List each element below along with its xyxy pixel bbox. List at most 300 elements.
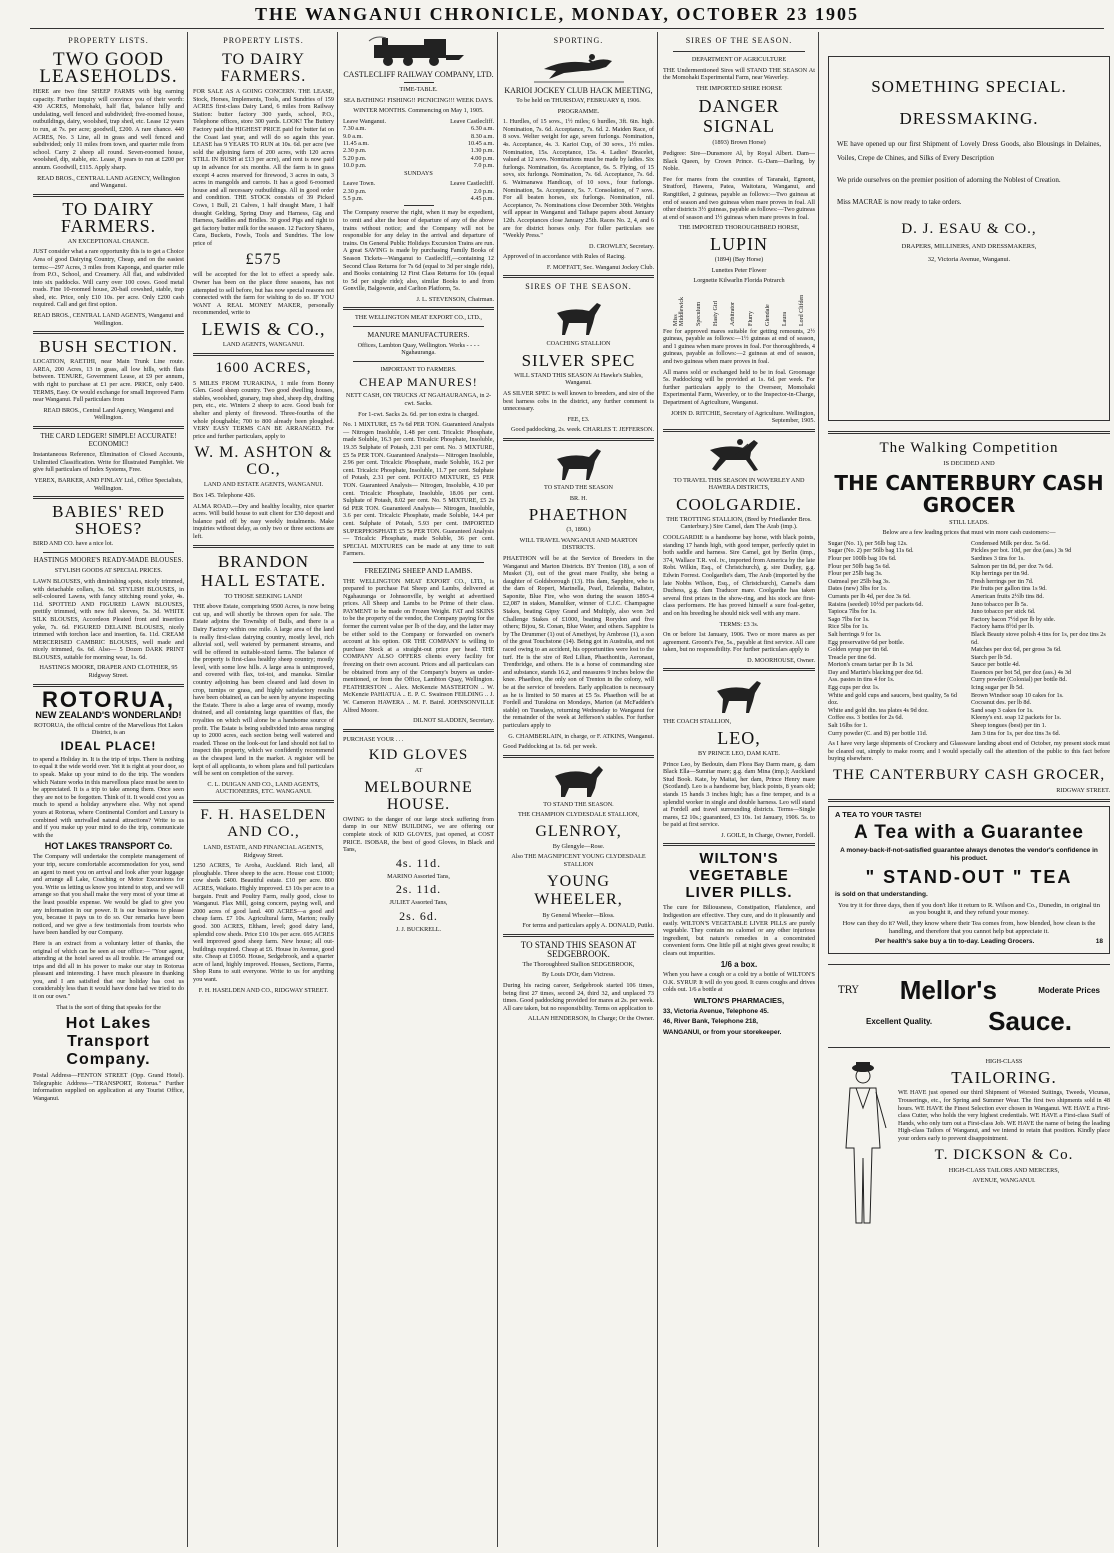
ad-number: 18 bbox=[1095, 938, 1103, 946]
ad-subtitle: WILL STAND THIS SEASON At Hawke's Stables, Wanganui. bbox=[514, 371, 643, 387]
ad-price: 1/6 a box. bbox=[720, 959, 758, 969]
divider bbox=[503, 438, 654, 441]
ad-signature: F. H. HASELDEN AND CO., RIDGWAY STREET. bbox=[198, 986, 329, 994]
ad-title: A Tea with a Guarantee bbox=[854, 822, 1084, 844]
price-item: Brown Windsor soap 10 cakes for 1s. bbox=[971, 691, 1064, 699]
ad-subtitle: PROGRAMME. bbox=[557, 107, 600, 115]
horse-name: LEO, bbox=[717, 728, 761, 748]
tea-ad bbox=[828, 806, 1110, 954]
ad-signature: G. CHAMBERLAIN, in charge, or F. ATKINS, Wanganui. bbox=[508, 732, 654, 740]
ad-signature: For terms and particulars apply A. DONALD, Putiki. bbox=[522, 922, 654, 930]
ad-price: £575 bbox=[245, 251, 282, 269]
ad-signature: Good paddocking, 2s. week. CHARLES T. JEFFERSON. bbox=[511, 426, 654, 434]
tailoring-ad bbox=[828, 1058, 1110, 1232]
ad-subtitle: THE IMPORTED THOROUGHBRED HORSE, bbox=[678, 224, 800, 232]
horse-name: DANGER SIGNAL bbox=[698, 96, 780, 137]
ad-title: ROTORUA, bbox=[42, 686, 175, 712]
price-list bbox=[828, 540, 1110, 737]
column-3 bbox=[340, 32, 497, 1547]
price-item: Ass. pastes in tins 4 for 1s. bbox=[828, 676, 895, 684]
price-item: Coffee ess. 3 bottles for 2s 6d. bbox=[828, 714, 904, 722]
firm-name: T. DICKSON & Co. bbox=[934, 1146, 1074, 1163]
price-item: Juno tobacco per lb 5s. bbox=[971, 600, 1028, 608]
ad-title: BABIES' RED SHOES? bbox=[52, 502, 165, 539]
price-item: Egg cups per doz 1s. bbox=[828, 684, 880, 692]
price-item: Flour per 100lb bag 10s 6d. bbox=[828, 554, 897, 562]
ad-fee: FEE, £3. bbox=[567, 415, 590, 423]
firm-name: D. J. ESAU & CO., bbox=[901, 221, 1037, 237]
ad-subtitle: THE IMPORTED SHIRE HORSE bbox=[695, 84, 783, 92]
price-item: Matches per doz 6d, per gross 3s 6d. bbox=[971, 646, 1062, 654]
price-item: White and gold cups and saucers, best quality, 5s 6d doz. bbox=[828, 691, 957, 707]
timetable-row bbox=[343, 155, 494, 162]
price-item: Fresh herrings per tin 7d. bbox=[971, 577, 1034, 585]
ad-body: LOCATION, RAETIHI, near Main Trunk Line route. AREA, 200 Acres, 13 in grass, all low hills, with flats between. TENURE, Government Lease, at £9 per annum, with right to purchase at £1 per acre. PRICE, only £400. TERMS, Easy. Or would exchange for small Improved Farm near Wanganui. Full particulars from bbox=[33, 358, 184, 404]
store-name: MELBOURNE HOUSE. bbox=[364, 778, 473, 813]
divider bbox=[663, 429, 815, 432]
ad-body: WE HAVE just opened our third Shipment of Worsted Suitings, Tweeds, Vicunas, Trouserings, etc., for Spring and Summer Wear. The first two shipments sold in 48 hours. WE HAVE the Finest Selection ever chosen in Wanganui. WE HAVE a First-class Cutter, who holds the very highest credentials. WE HAVE a First-class Staff of Hands, who only turn out a First-class Job. WE HAVE the name of being the leading High-class Tailors of Wanganui, and we intend to retain that position. Kindly place your orders early to prevent disappointment. bbox=[898, 1089, 1110, 1142]
ad-title: TWO GOOD LEASEHOLDS. bbox=[39, 49, 178, 87]
ad-body: HERE are two fine SHEEP FARMS with big earning capacity. Further inquiry will convince you of their worth: 430 ACRES, Momohaki, half flat, balance hilly and undulating, well fenced and subdivided; five-roomed house, outbuildings, dairy, woolshed, trap shed, etc. Lease 12 years to run, at 7s. per acre; goodwill, £200. A rare chance. 440 ACRES, No. 3 Line, all in grass and well fenced and subdivided; only 11 miles from town, and quarter mile from school. Carry 2 sheep all round. Seven-roomed house, woolshed, dip, stable, etc. Lease, 8 years to run at £200 per annum. Goodwill, £115. Apply sharp. bbox=[33, 88, 184, 171]
ad-line: Approved of in accordance with Rules of Racing. bbox=[503, 253, 626, 261]
price-item: Rice 5lbs for 1s. bbox=[828, 623, 869, 631]
price-item: Treacle per tine 6d. bbox=[828, 653, 876, 661]
price-item: Oatmeal per 25lb bag 3s. bbox=[828, 577, 891, 585]
ad-body: The cure for Biliousness, Constipation, Flatulence, and Indigestion are effective. They cure, and do it pleasantly and easily. WILTON'S VEGETABLE LIVER PILLS are purely vegetable. They contain no calomel or any other injurious ingredient, but nature's remedies in a concentrated convenient form. One little pill at night gives great results; it clears out impurities. bbox=[663, 904, 815, 957]
ad-line: BR. H. bbox=[569, 494, 588, 502]
ad-subtitle: SEA BATHING! FISHING!! PICNICING!!! WEEK DAYS. bbox=[343, 96, 494, 104]
ad-line: (1893) Brown Horse) bbox=[712, 139, 766, 147]
price-item: Kleeny's ext. soap 12 packets for 1s. bbox=[971, 714, 1062, 722]
price-item: Pickles per bot. 10d, per doz (ass.) 3s 9d bbox=[971, 547, 1072, 555]
timetable-row bbox=[343, 147, 494, 154]
divider bbox=[404, 82, 434, 83]
pedigree-entry: Flurry bbox=[747, 310, 754, 326]
timetable-row bbox=[343, 140, 494, 147]
pharmacy-name: WILTON'S PHARMACIES, bbox=[693, 995, 785, 1005]
ad-body: OWING to the danger of our large stock suffering from damp in our NEW BUILDING, we are offering our complete stock of KID GLOVES, just opened, at COST PRICE. ISOBAR, the best of good Gloves, in Black and Tans, bbox=[343, 815, 494, 854]
divider bbox=[828, 964, 1110, 965]
locomotive-illustration bbox=[364, 35, 474, 67]
divider bbox=[663, 668, 815, 671]
ad-signature: JOHN D. RITCHIE, Secretary of Agriculture. Wellington, September, 1905. bbox=[670, 409, 815, 425]
ad-title: THE WELLINGTON MEAT EXPORT CO., LTD., bbox=[355, 314, 482, 322]
price-item: Sardines 3 tins for 1s. bbox=[971, 554, 1025, 562]
firm-name: W. M. ASHTON & CO., bbox=[194, 444, 333, 479]
firm-name: LEWIS & CO., bbox=[201, 319, 326, 340]
pedigree-line: Lunettes Peter Flower bbox=[711, 266, 767, 274]
ad-body: Prince Leo, by Bedouin, dam Flora Bay Darm mare, g. dam Black Ella—Sumitar mare; g.g. dam Mina (imp.); Auckland Stud Book. Kate, by Maitai, her dam, Prince Henry mare (Scotland). Leo is a handsome bay, black points, 8 years old; stands 15 hands 3 inches high; has a fine temper, and is a splendid worker in single and double harness. Leo will stand at Fordell and travel surrounding districts. Terms—Single mares, £2 10s.; guaranteed, £3 10s. 1st January, 1906. 5s. to be paid at first service. bbox=[663, 760, 815, 829]
ad-line: By General Wheeler—Bloss. bbox=[542, 911, 615, 919]
ad-body: As I have very large shipments of Crockery and Glassware landing about end of October, my present stock must be cleared out, simply to make room; and I would specially call the attention of the public to this fact before buying elsewhere. bbox=[828, 740, 1110, 763]
ad-subtitle: LAND, ESTATE, AND FINANCIAL AGENTS, Ridgway Street. bbox=[203, 843, 324, 859]
ad-headline: IMPORTANT TO FARMERS. bbox=[380, 365, 457, 373]
pharmacy-address: 33, Victoria Avenue, Telephone 45. bbox=[663, 1007, 769, 1015]
ad-signature: C. L. DUIGAN AND CO., LAND AGENTS, AUCTIONEERS, ETC. WANGANUI. bbox=[207, 780, 320, 796]
ad-line: STILL LEADS. bbox=[949, 518, 989, 526]
ad-subtitle: WILL TRAVEL WANGANUI AND MARTON DISTRICTS. bbox=[519, 536, 638, 552]
divider bbox=[404, 205, 434, 206]
ad-signature: J. J. BUCKRELL. bbox=[395, 926, 442, 934]
horse-name: SILVER SPEC bbox=[521, 350, 636, 370]
ad-line: TRY bbox=[838, 984, 859, 996]
horse-name: YOUNG WHEELER, bbox=[534, 872, 623, 908]
ad-body: to spend a Holiday in. It is the trip of trips. There is nothing to equal it the wide world over. Yet it is right at your door, so to speak. Make up your mind to do the trip. The wonders which Nature works in this marvellous place must be seen to be appreciated. It is a trip to take among them. Once seen they are not to be forgotten. Think of it. It would cost you as much to spend a holiday anywhere else. Why not spend yours at Rotorua, where Continental Comfort and Luxury is combined with unrivalled natural attractions? Write to us and if you make up your mind to do the trip, communicate with the bbox=[33, 755, 184, 839]
ad-line: Good Paddocking at 1s. 6d. per week. bbox=[503, 743, 597, 751]
divider bbox=[343, 307, 494, 310]
ad-line: HIGH-CLASS bbox=[985, 1057, 1023, 1065]
divider bbox=[33, 194, 184, 197]
price-item: Curry powder (C. and B) per bottle 11d. bbox=[828, 729, 928, 737]
price-item: Dates (new) 3lbs for 1s. bbox=[828, 585, 888, 593]
timetable-cell: 10.0 p.m. bbox=[343, 162, 367, 170]
column-1 bbox=[30, 32, 187, 1547]
ad-caption: COACHING STALLION bbox=[546, 340, 611, 348]
timetable-cell: 6.30 a.m. bbox=[470, 125, 494, 133]
pedigree-entry: Glendale bbox=[764, 304, 771, 326]
ad-title: TO STAND THIS SEASON AT SEDGEBROOK. bbox=[520, 939, 637, 959]
ad-body: THE above Estate, comprising 9500 Acres, is now being cut up, and will shortly be thrown open for sale. The Estate adjoins the Township of Bulls, and there is a Dairy Factory within one mile. A large area of the land is really first-class dairying country, mostly level, rich alluvial soil, well watered by permanent streams, and will be offered in suitable-sized farms. The balance of the property is first-class healthy sheep country; mostly level, with some low hills. A large area is unimproved, and covered with flax, toi-toi, and manuka. Similar country adjoining has been cleared and laid down in crop, turnips or grass, and highly satisfactory results have been obtained, as can be seen by anyone inspecting the Estate. There is also a large area of swamp, mostly drained, and all containing large quantities of flax, the royalties on which will alone be a handsome source of profit. The Estate is being subdivided into areas ranging up to 2000 acres, each section being well watered and roaded. Those on the look-out for land should not fail to inspect this property, which we confidently recommend as the cheapest land in the market. A register will be kept of all applicants, to whom plans and full particulars will be sent on completion of the survey. bbox=[193, 603, 334, 778]
divider bbox=[353, 361, 484, 362]
price-item: Day and Martin's blacking per doz 6d. bbox=[828, 668, 923, 676]
ad-title: CASTLECLIFF RAILWAY COMPANY, LTD. bbox=[343, 70, 494, 79]
timetable-cell: 7.30 a.m. bbox=[343, 125, 367, 133]
price-item: Flour per 50lb bag 5s 6d. bbox=[828, 562, 891, 570]
ad-title: TAILORING. bbox=[951, 1068, 1057, 1088]
horse-name: LUPIN bbox=[710, 233, 768, 254]
horse-name: GLENROY, bbox=[535, 822, 622, 840]
ad-headline: THE CARD LEDGER! SIMPLE! ACCURATE! ECONOMIC! bbox=[40, 432, 177, 448]
ad-line: is sold on that understanding. bbox=[835, 891, 928, 899]
price-item: Sago 7lbs for 1s. bbox=[828, 615, 870, 623]
ad-signature: READ BROS., CENTRAL LAND AGENTS, Wanganui and Wellington. bbox=[33, 312, 184, 327]
ad-line: Excellent Quality. bbox=[866, 1016, 933, 1026]
timetable-row bbox=[343, 125, 494, 132]
divider bbox=[503, 755, 654, 758]
masthead: THE WANGANUI CHRONICLE, MONDAY, OCTOBER 23 1905 bbox=[254, 4, 860, 24]
ad-body: Fee for approved mares suitable for getting remounts, 2½ guineas, payable as follows:—1½ guineas at end of season, and 1 guinea when mare proves in foal. For thoroughbreds, 4 guineas, payable as follows:—2 guineas at end of season, and two guineas when mare proves in foal. bbox=[663, 327, 815, 366]
price-item: Juno tobacco per stick 6d. bbox=[971, 608, 1036, 616]
column-2 bbox=[190, 32, 337, 1547]
ad-footer: Per health's sake buy a tin to-day. Leading Grocers. bbox=[875, 938, 1035, 946]
price-item: Curry powder (Colonial) per bottle 8d. bbox=[971, 676, 1067, 684]
company-name-large: Hot Lakes Transport Company. bbox=[65, 1015, 152, 1069]
ad-subtitle: STYLISH GOODS AT SPECIAL PRICES. bbox=[54, 567, 163, 575]
ad-headline: MANURE MANUFACTURERS. bbox=[367, 330, 470, 340]
divider bbox=[33, 496, 184, 499]
firm-address: 32, Victoria Avenue, Wanganui. bbox=[927, 256, 1011, 263]
ad-subtitle: TIME-TABLE. bbox=[399, 86, 438, 93]
timetable-cell: 2.30 p.m. bbox=[343, 147, 367, 155]
price-item: Morton's cream tartar per lb 1s 3d. bbox=[828, 661, 914, 669]
column-rule bbox=[657, 32, 658, 1547]
ad-pedigree: Pedigree: Sire—Dunsmore Al, by Royal Albert. Dam—Black Queen, by Crown Prince. G.-Dam—Darling, by Noble. bbox=[663, 149, 815, 173]
firm-address: AVENUE, WANGANUI. bbox=[972, 1177, 1036, 1185]
horse-name: PHAETHON bbox=[528, 505, 629, 525]
ad-title: THE CANTERBURY CASH GROCER bbox=[834, 470, 1104, 517]
stallion-illustration bbox=[549, 445, 609, 481]
ad-body: Miss MACRAE is now ready to take orders. bbox=[837, 198, 962, 206]
price-item: Pie fruits per gallon tins 1s 9d. bbox=[971, 585, 1047, 593]
ad-address: RIDGWAY STREET. bbox=[1056, 787, 1110, 794]
ad-fee: TERMS: £3 3s. bbox=[719, 620, 759, 628]
price-item: Factory bacon 7½d per lb by side. bbox=[971, 615, 1056, 623]
ad-body: WE have opened up our first Shipment of Lovely Dress Goods, also Blousings in Delaines, Voiles, Crepe de Chines, and Silks of Every Description bbox=[837, 140, 1101, 162]
ad-subtitle: SUNDAYS bbox=[404, 169, 433, 177]
column-4 bbox=[500, 32, 657, 1547]
ad-title: TO DAIRY FARMERS. bbox=[220, 51, 307, 85]
ad-body: ALMA ROAD.—Dry and healthy locality, nice quarter acres. Will build house to suit client for £30 deposit and balance paid off by easy weekly instalments. Make inquiries without delay, as only two or three sections are left. bbox=[193, 502, 334, 540]
timetable-row bbox=[343, 162, 494, 169]
ad-line: By Glengyle—Rose. bbox=[552, 842, 605, 850]
price-item: Black Beauty stove polish 4 tins for 1s, per doz tins 2s 6d. bbox=[971, 630, 1106, 646]
divider bbox=[353, 562, 484, 563]
price-item: Flour per 25lb bag 3s. bbox=[828, 570, 883, 578]
column-heading: SPORTING. bbox=[553, 36, 604, 45]
ad-testimonial: Here is an extract from a voluntary letter of thanks, the original of which can be seen at our office:— "Your agent, attending at the hotel saved us all trouble. He arranged our trips and did all in his power to make our stay in Rotorua pleasant and interesting. I have much pleasure in thanking you, and I am satisfied that our holiday has cost us considerably less than it would have done had we tried to do it on our own." bbox=[33, 939, 184, 1001]
price-item: Jam 3 tins for 1s, per doz tins 3s 6d. bbox=[971, 729, 1061, 737]
ad-signature: J. GOILE, In Charge, Owner, Fordell. bbox=[721, 831, 815, 839]
ad-title: KID GLOVES bbox=[368, 747, 469, 764]
column-heading: SIRES OF THE SEASON. bbox=[525, 282, 632, 292]
ad-signature: J. L. STEVENSON, Chairman. bbox=[416, 295, 494, 303]
timetable-row bbox=[343, 188, 494, 195]
ad-body: 1250 ACRES, Te Aroha, Auckland. Rich land, all ploughable. Three sheep to the acre. House cost £1000; cow sheds £400. Beautiful estate. £10 per acre. 800 ACRES, Waikato. Highly improved. £3 10s per acre to a bargain. Fruit and Poultry Farm, really good, close to Wanganui. Flax Mill, going concern, paying well, and 2000 acres of good land. 400 ACRES—a good and cheap farm. £7 10s. Agricultural farm, Marton; really good. 300 ACRES, Eltham, level; good dairy land, splendid cow sheds. Price £10 10s per acre. 695 ACRES well improved good sheep farm. New house; all out-buildings required. Cheap at £6. House in Avenue, good site. Cheap at £1050. House, Sedgebrook, and a quarter acre of land, highly improved. Houses, Sections, Farms, Shop Runs to suit everyone. Write to us for anything you want. bbox=[193, 862, 334, 984]
masthead-rule bbox=[30, 28, 1104, 29]
ad-address: Offices, Lambton Quay, Wellington. Works - - - - Ngahauranga. bbox=[357, 341, 480, 357]
column-rule bbox=[818, 32, 819, 1547]
pharmacy-address: WANGANUI, or from your storekeeper. bbox=[663, 1028, 782, 1036]
ad-body: Fee for mares from the counties of Taranaki, Egmont, Stratford, Hawera, Patea, Waitotara, Wanganui, and Rangitikei, 2 guineas, payable as follows:—Two guineas at end of season and two guineas when mare proves in foal. All other districts 3½ guineas, payable as follows:—Two guineas at end of season and 1½ guineas when mare proves in foal. bbox=[663, 175, 815, 221]
price-item: Factory hams 8½d per lb. bbox=[971, 623, 1035, 631]
ad-address: Postal Address—FENTON STREET (Opp. Grand Hotel). Telegraphic Address—"TRANSPORT, Rotorua." Further information supplied on application at any Tourist Office, Wanganui. bbox=[33, 1072, 184, 1103]
ad-subtitle: NEW ZEALAND'S WONDERLAND! bbox=[35, 709, 182, 720]
ad-subtitle: TO TRAVEL THIS SEASON IN WAVERLEY AND HAWERA DISTRICTS, bbox=[673, 476, 805, 492]
ad-body: The Company will undertake the complete management of your trip, secure comfortable accommodation for you, send an agent to meet you on arrival and look after your luggage and arrange all Lake, Coaching or Motor Excursions for you. Write us letting us know you intend to stop, and we will arrange so that you shall make the very most of your time at the least possible expense. We would be glad to give you any information in our power. It is our business to please you, because it pays us to do so. Our remarks have been noticed, and we give a few testimonials from tourists who have been handled by our Company. bbox=[33, 853, 184, 937]
divider bbox=[193, 353, 334, 356]
mellors-ad-row2 bbox=[828, 1006, 1110, 1037]
ad-body: 1. Hurdles, of 15 sovs., 1½ miles; 6 hurdles, 3ft. 6in. high. Nomination, 7s. 6d. Acceptance, 7s. 6d. 2. Maiden Race, of 8 sovs. Welter weight for age, seven furlongs. Nomination, 4s. Acceptance, 4s. 3. Karioi Cup, of 30 sovs., 1½ miles. Nomination, 15s. Acceptance, 15s. 4. Ladies' Bracelet, valued at 12 sovs. Nominations must be made by ladies. Six furlongs. Nomination, 6s. Acceptance, 6s. 5. Flying, of 15 sovs, six furlongs. Nomination, 7s. 6d. Acceptance, 7s. 6d. 6. Waimanawa Handicap, of 10 sovs., four furlongs. Nomination, 5s. Acceptance, 5s. 7. Consolation, of 7 sovs. For all beaten horses, six furlongs. Nomination, nil. Acceptance, 7s. Nominations close December 30th. Weights will appear in Wanganui and Taihape papers about January 12th. Acceptances close January 25th. Races No. 2, 4, and 6 are for district horses only. For fuller particulars see "Weekly Press." bbox=[503, 118, 654, 240]
ad-signature: YEREX, BARKER, AND FINLAY Ltd., Office Specialists, Wellington. bbox=[34, 476, 183, 492]
product-line: MARINO Assorted Tans, bbox=[387, 872, 450, 880]
ad-subtitle: A money-back-if-not-satisfied guarantee always denotes the vendor's confidence in his product. bbox=[840, 847, 1098, 862]
ad-headline: CHEAP MANURES! bbox=[359, 375, 478, 390]
pharmacy-address: 46, River Bank, Telephone 218, bbox=[663, 1018, 758, 1026]
ad-subtitle: To be held on THURSDAY, FEBRUARY 8, 1906. bbox=[516, 97, 641, 104]
ad-title: BUSH SECTION. bbox=[39, 337, 178, 357]
ad-title: SOMETHING SPECIAL. bbox=[871, 77, 1067, 96]
firm-contact: Box 145. Telephone 426. bbox=[193, 491, 256, 499]
ad-signature: READ BROS., Central Land Agency, Wanganui and Wellington. bbox=[43, 406, 174, 422]
pedigree-entry: Hasty Girl bbox=[713, 300, 720, 326]
horse-name: COOLGARDIE. bbox=[676, 494, 802, 514]
divider bbox=[828, 431, 1110, 434]
ad-body: THE WELLINGTON MEAT EXPORT CO., LTD., is prepared to purchase Fat Sheep and Lambs, delivered at Ngahauranga or Johnsonville, by weight at advertised prices. All Sheep and Lambs to be Prime of their class. PAYMENT to be made on Frozen Weight. FAT and SKINS to be the property of the vendor, the Company paying for the former the current value per lb of the day, and the latter may be either sold to the Company or forwarded on owner's account at his option. OR THE COMPANY is willing to purchase Stock at a straight-out price per head. THE COMPANY ALSO OFFERS clients every facility for freezing on their own account. Prices and all particulars can be obtained from any of the Company's buyers as under-mentioned, or from the Office, Lambton Quay, Wellington. FEATHERSTON .. Alex. McKenzie MASTERTON .. W. McKenzie PAHIATUA .. E. P. C. Swainson FEILDING .. J. W. Cameron HAWERA .. M. F. Baird. JOHNSONVILLE Alfred Moore. bbox=[343, 577, 494, 714]
price-item: Condensed Milk per doz. 5s 6d. bbox=[971, 539, 1050, 547]
ad-line: ROTORUA, the official centre of the Marvellous Hot Lakes District, is an bbox=[33, 721, 184, 737]
timetable-cell: 2.0 p.m. bbox=[473, 187, 494, 195]
timetable-cell: 5.5 p.m. bbox=[343, 195, 364, 203]
ad-body: The Company reserve the right, when it may be expedient, to omit and alter the hour of departure of any of the above trains without notice; and the Company will not be responsible for any delay in the arrival and departure of trains. On General Public Holidays Excursion Trains are run. A great SAVING is made by purchasing Family Books of Season Tickets—Wanganui to Castlecliff,—containing 12 Second Class Returns for 7s 6d (equal to 3d per single ride), and Books containing 12 First Class Returns for 10s (equal to 5d per single ride); also, similar Books to and from Gonville, Balgownie, and Carlton Platform, 5s. bbox=[343, 209, 494, 293]
price-item: Kip herrings per tin 9d. bbox=[971, 570, 1029, 578]
ad-line: That is the sort of thing that speaks for the bbox=[56, 1003, 161, 1011]
ad-title: WILTON'S VEGETABLE LIVER PILLS. bbox=[685, 850, 793, 902]
timetable-header: Leave Castlecliff. bbox=[450, 117, 494, 125]
ad-title: F. H. HASELDEN AND CO., bbox=[200, 806, 327, 840]
timetable-cell: 4.45 p.m. bbox=[470, 195, 494, 203]
ad-title: TO DAIRY FARMERS. bbox=[60, 198, 157, 236]
column-rule bbox=[337, 32, 338, 1547]
ad-subtitle: AN EXCEPTIONAL CHANCE. bbox=[67, 237, 150, 245]
ad-line: AT bbox=[414, 767, 423, 775]
divider bbox=[828, 1047, 1110, 1048]
ad-body: THE Undermentioned Sires will STAND THE SEASON At the Momohaki Experimental Farm, near Waverley. bbox=[663, 66, 815, 82]
pedigree-line: Lorgnette Kilwarlin Florida Potrarch bbox=[693, 277, 785, 285]
column-heading: PROPERTY LISTS. bbox=[68, 36, 149, 45]
ad-body: BIRD AND CO. have a nice lot. bbox=[33, 540, 114, 548]
ad-body: will be accepted for the lot to effect a speedy sale. Owner has been on the place three seasons, has not attempted to sell before, but has now special reasons not connected with the farm for wishing to do so. IF YOU WANT A REAL MONEY MAKER, personally recommended, write to bbox=[193, 271, 334, 317]
ad-body: 5 MILES FROM TURAKINA, 1 mile from Bonny Glen. Good sheep country. Two good dwelling houses, stables, woolshed, granary, trap shed, sheep dip, drafting pen, etc., etc. Winters 2 sheep to acre. Good bush for shelter and plenty of firewood. Three-fourths of the whole ploughable; 700 to 800 already been ploughed. VERY EASY TERMS CAN BE ARRANGED. For price and further particulars, apply to bbox=[193, 379, 334, 440]
price: 2s. 11d. bbox=[395, 882, 442, 897]
timetable-row bbox=[343, 133, 494, 140]
divider bbox=[828, 799, 1110, 802]
divider bbox=[673, 51, 805, 52]
timetable-cell: 10.45 a.m. bbox=[467, 140, 494, 147]
product-line: JULIET Assorted Tans, bbox=[389, 899, 448, 907]
product-name: " STAND-OUT " TEA bbox=[865, 867, 1073, 888]
timetable-cell: 4.00 p.m. bbox=[470, 154, 494, 162]
price-list-left bbox=[828, 540, 967, 737]
ad-body: Instantaneous Reference, Elimination of Closed Accounts, Unlimited Classification. Write for Illustrated Pamphlet. We give full particulars of Index Systems, Free. bbox=[33, 451, 184, 474]
ad-signature: READ BROS., CENTRAL LAND AGENCY, Wellington and Wanganui. bbox=[37, 174, 180, 190]
ad-caption: THE COACH STALLION, bbox=[663, 718, 732, 726]
ad-line: Moderate Prices bbox=[1038, 985, 1100, 995]
ad-body: LAWN BLOUSES, with diminishing spots, nicely trimmed, with detachable collars, 3s. 9d. STYLISH BLOUSES, in self-coloured Lawns, with fancy stitching round yoke, 4s. 11d. SPOTTED AND FIGURED LAWN BLOUSES, prettily trimmed, with new full sleeves, 5s. 3d. WHITE SILK BLOUSES, Accordeon Pleated front and insertion yoke, 7s. 6d. FIGURED DELAINE BLOUSES, nicely trimmed with torchon lace and insertion, 6s. 11d. CREAM MERCERISED CAMBRIC BLOUSES, well made and nicely trimmed, 6s. 6d. Also— 5 Dozen DARK PRINT BLOUSES, suitable for morning wear, 1s. 6d. bbox=[33, 577, 184, 661]
trotting-horse-illustration bbox=[704, 436, 774, 474]
ad-body: We pride ourselves on the premier position of adorning the Noblest of Creation. bbox=[837, 176, 1061, 184]
pedigree-entry: Arbitrator bbox=[730, 301, 737, 326]
divider bbox=[503, 275, 654, 278]
column-heading: PROPERTY LISTS. bbox=[223, 36, 304, 45]
ad-body: AS SILVER SPEC is well known to breeders, and sire of the best harness cobs in the district, any further comment is unnecessary. bbox=[503, 390, 654, 413]
timetable-cell: 7.0 p.m. bbox=[473, 162, 494, 170]
ad-body: On or before 1st January, 1906. Two or more mares as per agreement. Groom's Fee, 5s., payable at first service. All care taken, but no responsibility. For further particulars apply to bbox=[663, 631, 815, 654]
clydesdale-illustration bbox=[549, 762, 609, 798]
timetable-cell: 8.30 a.m. bbox=[470, 132, 494, 140]
firm-address: LAND AND ESTATE AGENTS, WANGANUI. bbox=[203, 481, 324, 489]
divider bbox=[663, 843, 815, 846]
ad-headline: The Walking Competition bbox=[879, 440, 1059, 456]
divider bbox=[343, 729, 494, 732]
ad-body: No. 1 MIXTURE, £5 7s 6d PER TON. Guaranteed Analysis— Nitrogen Insoluble, 1.48 per cent. Tricalcic Phosphate, made Soluble, 16.3 per cent. Tricalcic Phosphate, Insoluble, 19.35 Sulphate of Potash, 2.31 per cent. No. 3 MIXTURE, £5 5s PER TON. Guaranteed Analysis— Nitrogen Insoluble, 2.96 per cent. Tricalcic Phosphate, made Soluble, 16.2 per cent. Tricalcic Phosphate, Insoluble, 11.7 per cent. Sulphate of Potash, 2.31 per cent. POTATO MIXTURE, £5 PER TON. Guaranteed Analysis— Nitrogen, Insoluble, 4.10 per cent. Tricalcic Phosphate, Insoluble, 18.06 per cent. Sulphate of Potash, 8.02 per cent. No. 5 MIXTURE, £5 2s 6d PER TON. Guaranteed Analysis— Nitrogen, Insoluble, 3.6 per cent. Tricalcic Phosphate, made Soluble, 14.4 per cent. Sulphate of Potash, 5.93 per cent. IMPORTED SUPERPHOSPHATE £5 5s PER TON. Guaranteed Analysis— Tricalcic Phosphate, made Soluble, 36 per cent. SPECIAL MIXTURES can be made at any time to suit Farmers. bbox=[343, 421, 494, 558]
divider bbox=[33, 331, 184, 334]
ad-headline: DRESSMAKING. bbox=[899, 109, 1039, 128]
price-item: Icing sugar per lb 5d. bbox=[971, 684, 1024, 692]
divider bbox=[353, 326, 484, 327]
tea-ad-footer bbox=[835, 938, 1103, 949]
divider bbox=[33, 426, 184, 429]
price-item: White and gold din. tea plates 4s 9d doz. bbox=[828, 706, 929, 714]
price-item: Golden syrup per tin 6d. bbox=[828, 646, 889, 654]
timetable-weekdays bbox=[343, 118, 494, 170]
ad-headline: DEPARTMENT OF AGRICULTURE bbox=[691, 56, 787, 63]
timetable-cell: 1.30 p.m. bbox=[470, 147, 494, 155]
ad-subtitle: BY PRINCE LEO, DAM KATE. bbox=[698, 750, 780, 757]
pedigree-table bbox=[667, 288, 811, 326]
ad-caption: TO STAND THE SEASON. bbox=[543, 800, 614, 808]
pedigree-entry: Lord Clifden bbox=[799, 294, 806, 326]
price-item: Sand soap 3 cakes for 1s. bbox=[971, 706, 1034, 714]
firm-address: LAND AGENTS, WANGANUI. bbox=[222, 341, 305, 349]
ad-intro: Below are a few leading prices that must win more cash customers:— bbox=[882, 529, 1056, 537]
ad-subtitle: THE TROTTING STALLION, (Bred by Friedlander Bros. Canterbury.) Sire Camel, dam The Arab (imp.). bbox=[666, 515, 812, 531]
timetable-cell: 11.45 a.m. bbox=[343, 140, 369, 147]
brand-name: Mellor's bbox=[899, 974, 997, 1005]
column-rule bbox=[497, 32, 498, 1547]
divider bbox=[193, 800, 334, 803]
ad-headline: A TEA TO YOUR TASTE! bbox=[835, 809, 922, 819]
ad-signature: DILNOT SLADDEN, Secretary. bbox=[413, 717, 494, 725]
timetable-cell: 9.0 a.m. bbox=[343, 132, 363, 140]
ad-body: All mares sold or exchanged held to be in foal. Groomage 5s. Paddocking will be provided at 1s. 6d. per week. For further particulars apply to the Overseer, Momohaki Experimental Farm, Waverley, or to the Inspector-in-Charge, Department of Agriculture, Wanganui. bbox=[663, 368, 815, 407]
price-item: Salt herrings 9 for 1s. bbox=[828, 630, 882, 638]
ad-signature: HASTINGS MOORE, DRAPER AND CLOTHIER, 95 Ridgway Street. bbox=[39, 664, 178, 680]
mellors-ad-row1 bbox=[828, 975, 1110, 1006]
ad-line: (1894) (Bay Horse) bbox=[714, 255, 764, 263]
ad-signature: ALLAN HENDERSON, In Charge; Or the Owner. bbox=[527, 1015, 654, 1023]
divider bbox=[503, 934, 654, 937]
price: 4s. 11d. bbox=[395, 855, 442, 870]
ad-title: BRANDON HALL ESTATE. bbox=[200, 551, 327, 590]
timetable-cell: 5.20 p.m. bbox=[343, 154, 367, 162]
ad-body: JUST consider what a rare opportunity this is to get a Choice Area of good Dairying Country, Cheap, and on the easiest terms:—297 Acres, 3 miles from Kaponga, and quarter mile from P.O., School, and Creamery. All flat, and subdivided into six paddocks. Will carry over 100 cows. Good metal roads. Fine 10-roomed house, 20-bail cowshed, stable, trap shed, etc. Price, only £10 10s. per acre. Only £200 cash required. Call and get first option. bbox=[33, 248, 184, 309]
ad-body: When you have a cough or a cold try a bottle of WILTON'S O.K. SYRUP. It will do you good. It cures coughs and drives colds out. 1/6 a bottle at bbox=[663, 971, 815, 994]
timetable-row bbox=[343, 195, 494, 202]
ad-headline: IDEAL PLACE! bbox=[60, 738, 157, 753]
ad-line: (3, 1890.) bbox=[566, 526, 591, 534]
ad-line: IS DECIDED AND bbox=[943, 460, 995, 467]
column-rule bbox=[187, 32, 188, 1547]
ad-headline: FREEZING SHEEP AND LAMBS. bbox=[364, 565, 473, 575]
price-item: Raisins (seeded) 10½d per packets 6d. bbox=[828, 600, 924, 608]
ad-caption: TO STAND THE SEASON bbox=[544, 483, 613, 491]
tailoring-text bbox=[898, 1058, 1110, 1232]
price-item: Tapioca 7lbs for 1s. bbox=[828, 608, 877, 616]
ad-body: PHAETHON will be at the Service of Breeders in the Wanganui and Marton Districts. BY Trenton (18), a son of Musket (3), out of the great mare Frailty, she being a daughter of Goldsborough (13). His dam, Sapphire, who is the dam of Ropert, Marinella, Pearl, Eelendia, Balister, Saponite, Blue Fire, who won during the season 1893-4 £2,087 in stakes, Manuliker, winner of C.J.C. Champagne Stakes, beating Gipsy Grand and Multiply, also won 3rd Challenge Stakes of £1000, beating Rorydon and five others; Bijou, St. Conan, Blue Water, and others. Sapphire is by The Drummer (1) out of Amethyst, by Ambrose (1), a son of the great Touchstone (14). Being got in Australia, and not raced owing to an accident, his opportunities were lost to the turf. He is the sire of Red Lilian, Phaethonitis, Aeronaut, Trentbridge, and others. He is a horse of commanding size and substance, stands 16.2, and measures 9 inches below the knee. Phaethon, the only son of Trenton in the colony, will be at the service of breeders. Early application is necessary as he is limited to 50 mares at £5 5s. Phaethon will be at Fordell and Turakina on Mondays, Marton (at McFadden's stable) on Tuesdays, returning Wednesday to Wanganui for the remainder of the week at Jefferson's stables. For further particulars apply to bbox=[503, 554, 654, 729]
ad-body: How can they do it? Well, they know where their Tea comes from, how blended, how clean is the handling, and therefore that you cannot help but appreciate it. bbox=[842, 920, 1096, 935]
firm-address: HIGH-CLASS TAILORS AND MERCERS, bbox=[948, 1166, 1060, 1174]
timetable-header: Leave Castlecliff. bbox=[450, 180, 494, 188]
ad-line: By Louis D'Or, dam Victress. bbox=[542, 971, 615, 979]
ad-title: 1600 ACRES, bbox=[215, 359, 312, 376]
divider bbox=[43, 552, 174, 553]
tailoring-illustration bbox=[828, 1058, 898, 1232]
price-item: Salt 16lbs for 1. bbox=[828, 722, 868, 730]
divider bbox=[193, 545, 334, 548]
ad-line: NETT CASH, ON TRUCKS AT NGAHAURANGA, in 2-cwt. Sacks. bbox=[345, 392, 492, 408]
ad-line: PURCHASE YOUR . . . bbox=[343, 735, 404, 743]
racehorse-illustration bbox=[534, 51, 624, 83]
pedigree-entry: Miss Middlewick bbox=[672, 296, 685, 326]
price-item: Egg preservative 6d per bottle. bbox=[828, 638, 905, 646]
ad-signature: D. MOORHOUSE, Owner. bbox=[747, 656, 815, 664]
firm-address: DRAPERS, MILLINERS, AND DRESSMAKERS, bbox=[901, 243, 1037, 250]
dressmaking-ad bbox=[828, 56, 1110, 421]
price-item: Sheep tongues (best) per tin 1. bbox=[971, 722, 1047, 730]
ad-subtitle: THE CHAMPION CLYDESDALE STALLION, bbox=[518, 811, 639, 819]
price-item: Sugar (No. 1), per 56lb bag 12s. bbox=[828, 539, 908, 547]
coach-horse-illustration bbox=[709, 675, 769, 715]
